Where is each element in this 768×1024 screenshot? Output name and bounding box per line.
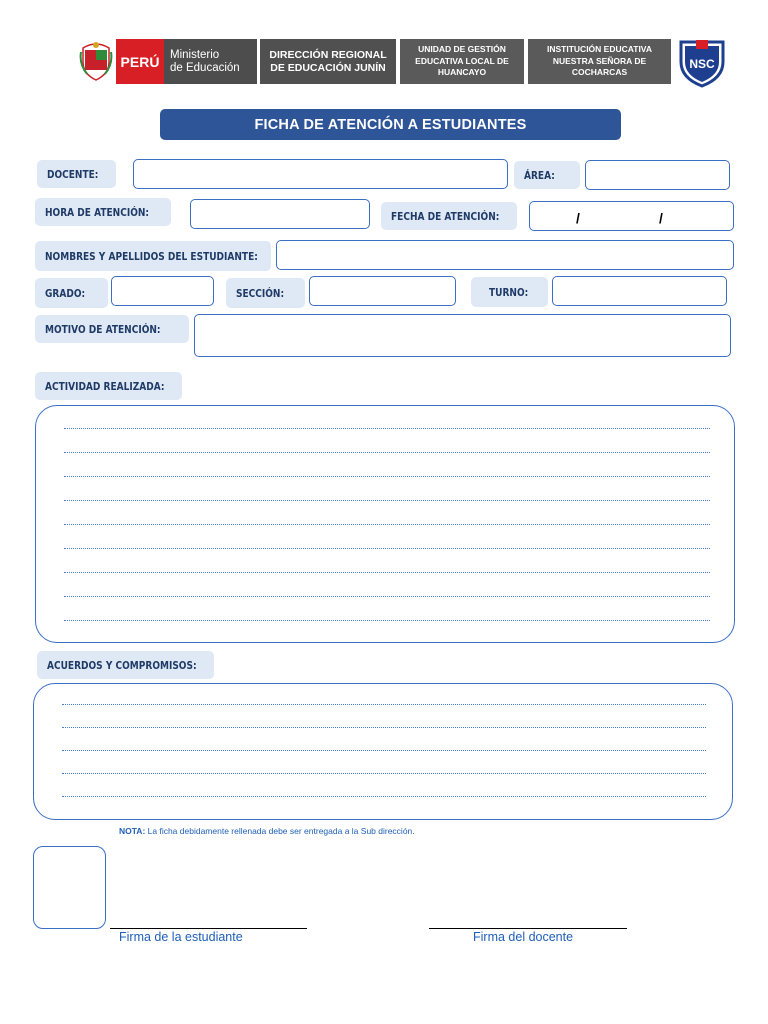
writing-line xyxy=(62,750,706,751)
hora-atencion-label: HORA DE ATENCIÓN: xyxy=(35,198,171,226)
area-field[interactable] xyxy=(585,160,730,190)
motivo-field[interactable] xyxy=(194,314,731,357)
acuerdos-label: ACUERDOS Y COMPROMISOS: xyxy=(37,651,214,679)
student-signature-label: Firma de la estudiante xyxy=(119,930,243,944)
motivo-label: MOTIVO DE ATENCIÓN: xyxy=(35,315,189,343)
date-separator-2: / xyxy=(659,210,663,226)
actividad-label: ACTIVIDAD REALIZADA: xyxy=(35,372,182,400)
actividad-textarea[interactable] xyxy=(35,405,735,643)
writing-line xyxy=(64,452,710,453)
writing-line xyxy=(64,620,710,621)
note-text: NOTA: La ficha debidamente rellenada debe ser entregada a la Sub dirección. xyxy=(119,826,415,836)
peru-coat-of-arms-icon xyxy=(79,40,113,82)
turno-field[interactable] xyxy=(552,276,727,306)
ugel-huancayo-box: UNIDAD DE GESTIÓN EDUCATIVA LOCAL DE HUANCAYO xyxy=(400,39,524,84)
writing-line xyxy=(64,476,710,477)
writing-line xyxy=(64,548,710,549)
fingerprint-box[interactable] xyxy=(33,846,106,929)
turno-label: TURNO: xyxy=(471,277,548,307)
page-title: FICHA DE ATENCIÓN A ESTUDIANTES xyxy=(160,109,621,140)
acuerdos-textarea[interactable] xyxy=(33,683,733,820)
peru-label: PERÚ xyxy=(116,39,164,84)
school-logo-text: NSC xyxy=(689,57,715,71)
teacher-signature-line xyxy=(429,928,627,929)
nombres-label: NOMBRES Y APELLIDOS DEL ESTUDIANTE: xyxy=(35,241,271,271)
seccion-field[interactable] xyxy=(309,276,456,306)
writing-line xyxy=(64,524,710,525)
writing-line xyxy=(64,596,710,597)
school-shield-icon xyxy=(677,36,727,88)
student-signature-line xyxy=(110,928,307,929)
docente-field[interactable] xyxy=(133,159,508,189)
writing-line xyxy=(64,428,710,429)
ministerio-educacion-logo xyxy=(116,39,257,84)
writing-line xyxy=(64,500,710,501)
hora-atencion-field[interactable] xyxy=(190,199,370,229)
teacher-signature-label: Firma del docente xyxy=(473,930,574,944)
writing-line xyxy=(62,796,706,797)
date-separator-1: / xyxy=(576,210,580,226)
institucion-educativa-box: INSTITUCIÓN EDUCATIVA NUESTRA SEÑORA DE COCHARCAS xyxy=(528,39,671,84)
dre-junin-box: DIRECCIÓN REGIONAL DE EDUCACIÓN JUNÍN xyxy=(260,39,396,84)
grado-field[interactable] xyxy=(111,276,214,306)
nombres-field[interactable] xyxy=(276,240,734,270)
seccion-label: SECCIÓN: xyxy=(226,278,305,308)
writing-line xyxy=(62,704,706,705)
writing-line xyxy=(64,572,710,573)
fecha-atencion-field[interactable] xyxy=(529,201,734,231)
docente-label: DOCENTE: xyxy=(37,160,116,188)
writing-line xyxy=(62,773,706,774)
area-label: ÁREA: xyxy=(514,161,580,189)
writing-line xyxy=(62,727,706,728)
ministerio-label: Ministerio de Educación xyxy=(164,39,257,84)
fecha-atencion-label: FECHA DE ATENCIÓN: xyxy=(381,202,517,230)
grado-label: GRADO: xyxy=(35,278,108,308)
